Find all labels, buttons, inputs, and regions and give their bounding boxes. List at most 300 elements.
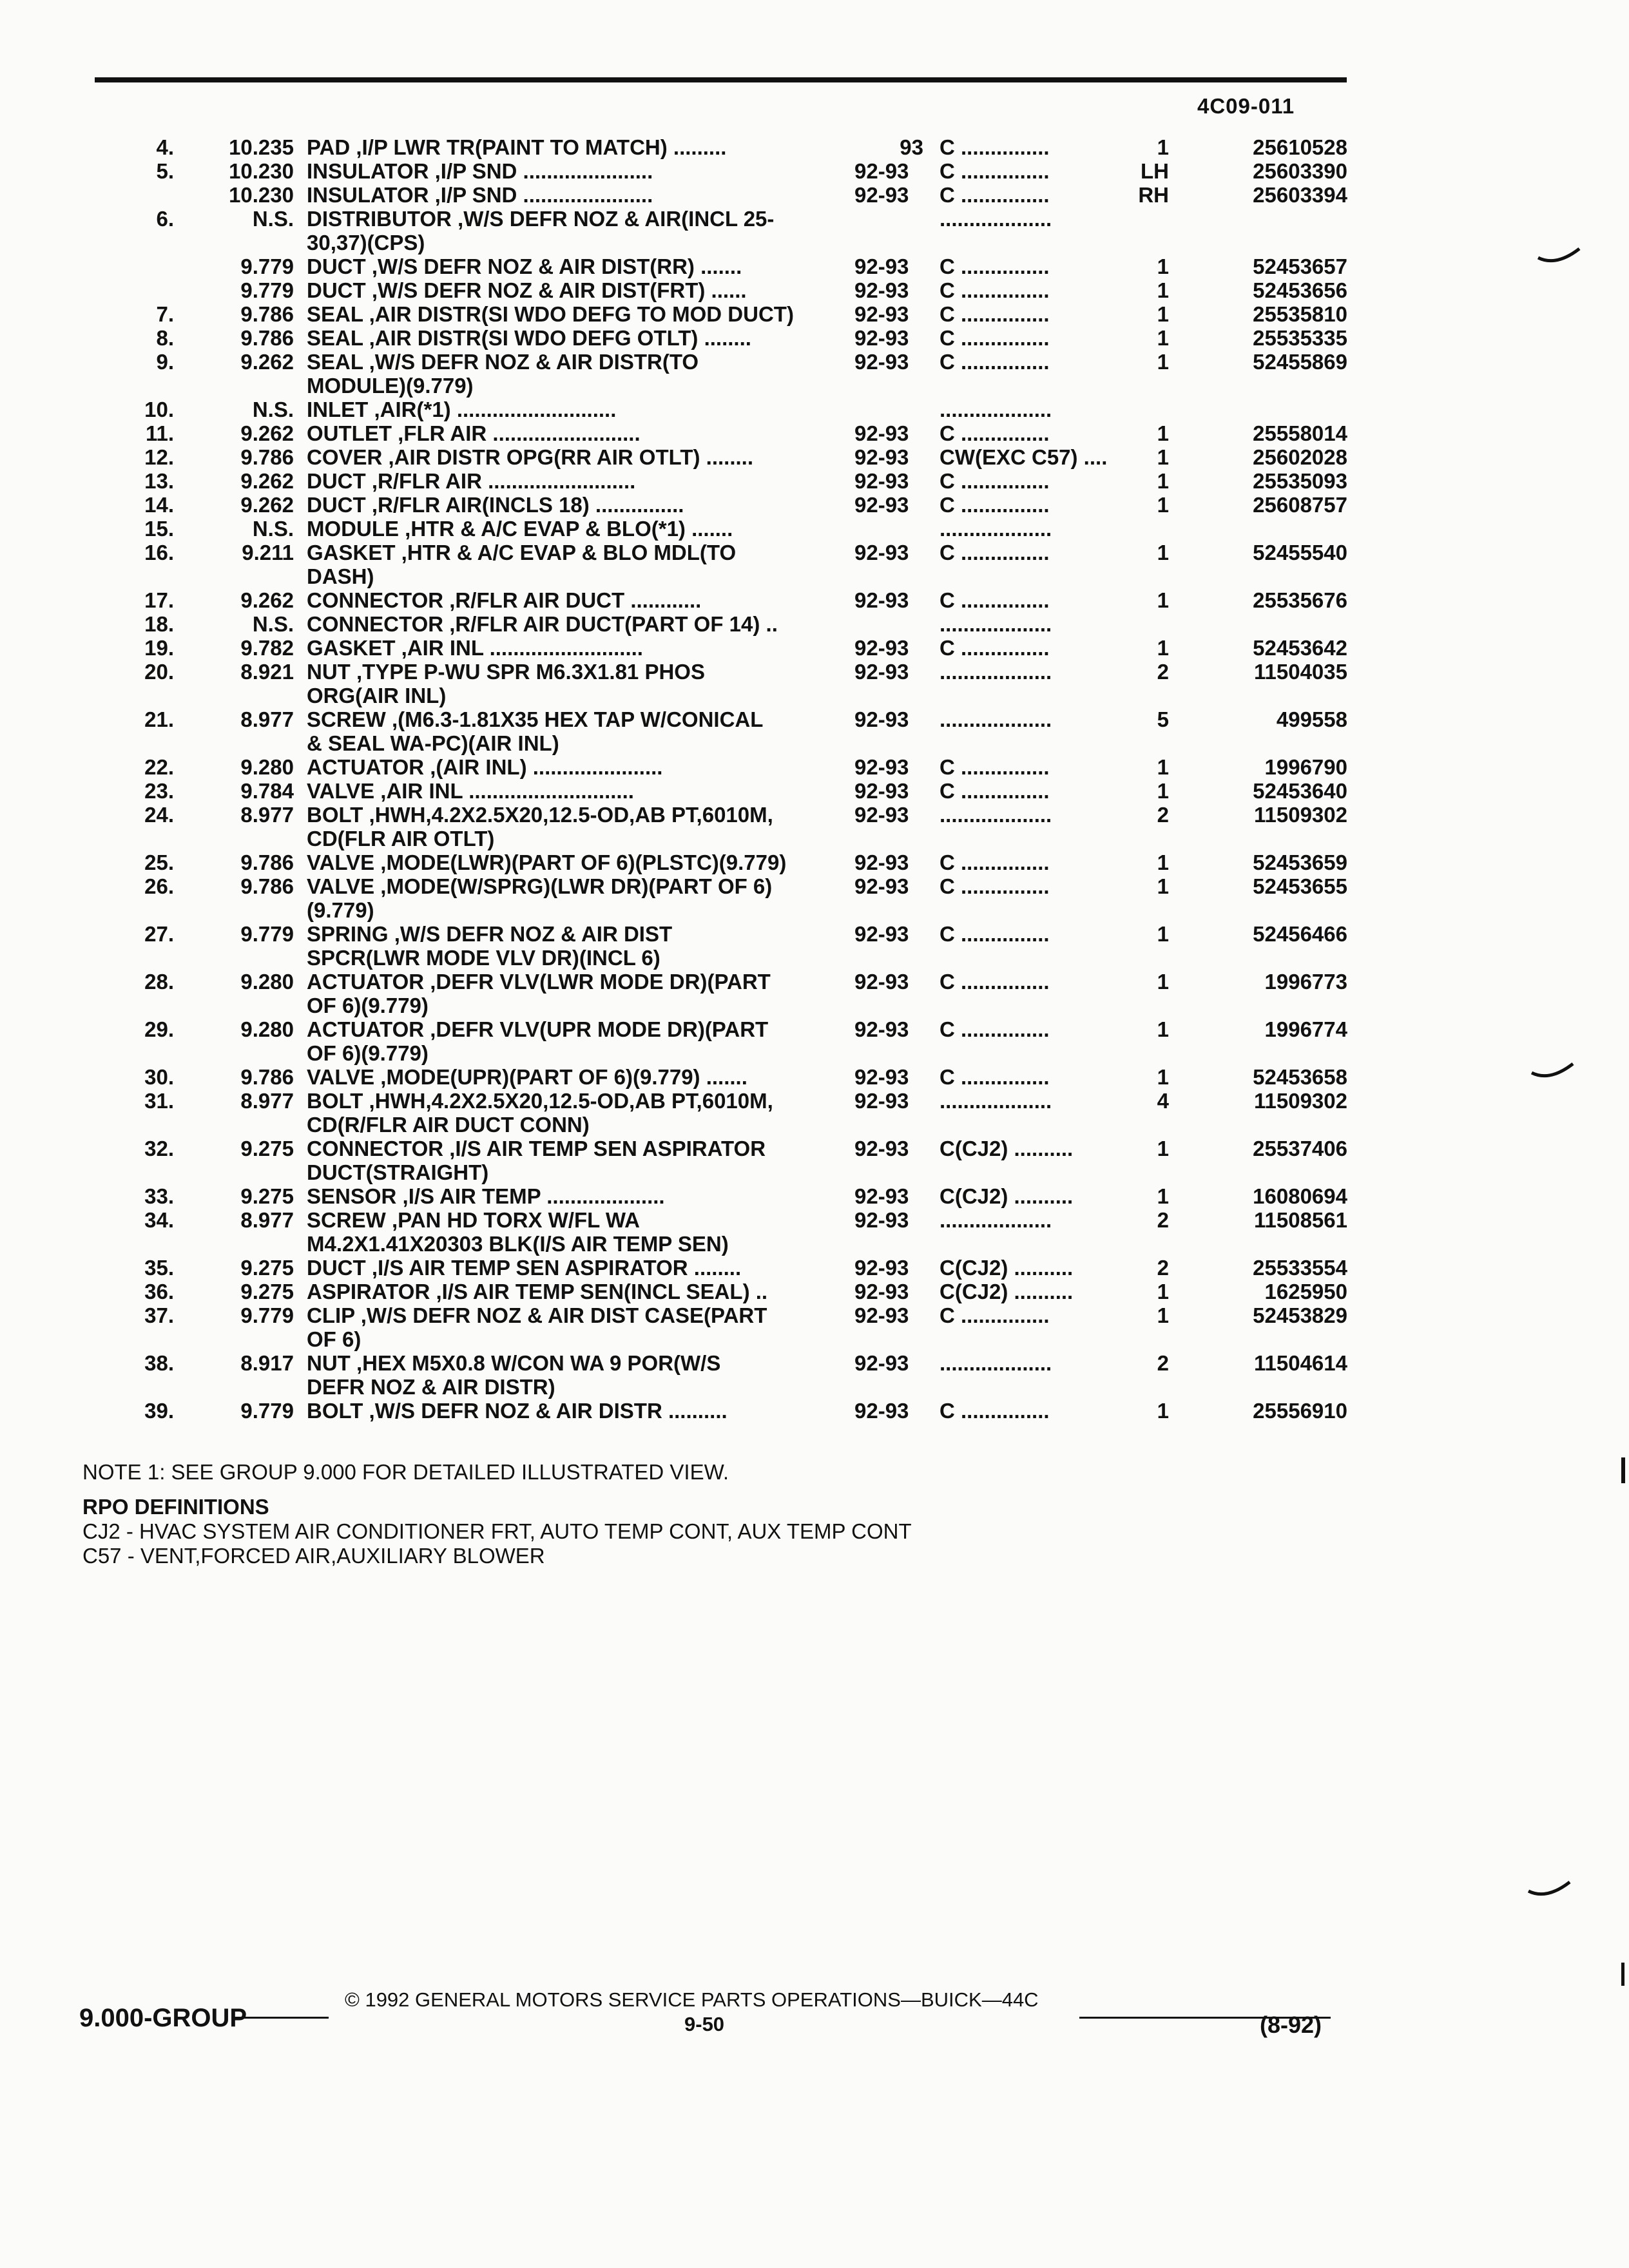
usage-code: C(CJ2) .......... <box>940 1184 1074 1208</box>
part-number: 52453657 <box>1253 255 1347 278</box>
footer-page-number: 9-50 <box>684 2013 725 2035</box>
quantity: RH <box>1138 183 1169 207</box>
part-number: 25535093 <box>1253 469 1347 493</box>
item-number: 8. <box>156 326 174 350</box>
part-number: 11509302 <box>1253 1089 1347 1113</box>
usage-code: C ............... <box>940 636 1050 660</box>
part-description: DUCT(STRAIGHT) <box>307 1160 489 1184</box>
group-number: 9.786 <box>240 445 294 469</box>
group-number: 8.977 <box>240 1089 294 1113</box>
quantity: 1 <box>1157 255 1169 278</box>
item-number: 15. <box>144 517 174 541</box>
model-years: 92-93 <box>854 636 909 660</box>
part-row <box>0 326 1629 350</box>
item-number: 7. <box>156 302 174 326</box>
item-number: 32. <box>144 1137 174 1160</box>
model-years: 92-93 <box>854 183 909 207</box>
part-row <box>0 779 1629 803</box>
edge-mark <box>1621 1457 1625 1483</box>
quantity: 1 <box>1157 755 1169 779</box>
group-number: 10.230 <box>229 159 294 183</box>
part-description: ACTUATOR ,DEFR VLV(UPR MODE DR)(PART <box>307 1017 769 1041</box>
part-description: DUCT ,I/S AIR TEMP SEN ASPIRATOR ........ <box>307 1256 742 1280</box>
item-number: 39. <box>144 1399 174 1423</box>
part-description: CONNECTOR ,I/S AIR TEMP SEN ASPIRATOR <box>307 1137 766 1160</box>
usage-code: C ............... <box>940 135 1050 159</box>
part-row <box>0 1399 1629 1423</box>
part-description: CD(R/FLR AIR DUCT CONN) <box>307 1113 590 1137</box>
part-row <box>0 183 1629 207</box>
part-description: SCREW ,(M6.3-1.81X35 HEX TAP W/CONICAL <box>307 707 764 731</box>
footer-copyright: © 1992 GENERAL MOTORS SERVICE PARTS OPERATIONS—BUICK—44C <box>345 1988 1039 2011</box>
model-years: 92-93 <box>854 1065 909 1089</box>
item-number: 13. <box>144 469 174 493</box>
usage-code: C(CJ2) .......... <box>940 1280 1074 1303</box>
model-years: 92-93 <box>854 326 909 350</box>
model-years: 92-93 <box>854 1303 909 1327</box>
part-description: 30,37)(CPS) <box>307 231 425 255</box>
quantity: 2 <box>1157 803 1169 827</box>
part-number: 11504614 <box>1253 1351 1347 1375</box>
group-number: N.S. <box>252 207 294 231</box>
item-number: 35. <box>144 1256 174 1280</box>
part-description: VALVE ,MODE(W/SPRG)(LWR DR)(PART OF 6) <box>307 874 773 898</box>
part-number: 499558 <box>1276 707 1347 731</box>
usage-code: ................... <box>940 612 1052 636</box>
quantity: 1 <box>1157 874 1169 898</box>
part-number: 16080694 <box>1253 1184 1347 1208</box>
model-years: 92-93 <box>854 1137 909 1160</box>
group-number: 9.262 <box>240 493 294 517</box>
part-row <box>0 588 1629 612</box>
part-row <box>0 517 1629 541</box>
part-row <box>0 445 1629 469</box>
part-row <box>0 1256 1629 1280</box>
part-number: 52453658 <box>1253 1065 1347 1089</box>
edge-mark <box>1621 1963 1624 1986</box>
part-description: INSULATOR ,I/P SND ...................... <box>307 183 653 207</box>
quantity: 1 <box>1157 302 1169 326</box>
model-years: 92-93 <box>854 1089 909 1113</box>
model-years: 92-93 <box>854 803 909 827</box>
part-description: OF 6)(9.779) <box>307 994 429 1017</box>
rpo-definition: C57 - VENT,FORCED AIR,AUXILIARY BLOWER <box>82 1544 545 1568</box>
model-years: 92-93 <box>854 707 909 731</box>
model-years: 92-93 <box>854 278 909 302</box>
part-description: INLET ,AIR(*1) ........................... <box>307 398 617 421</box>
part-description: VALVE ,AIR INL ............................ <box>307 779 634 803</box>
part-description: DISTRIBUTOR ,W/S DEFR NOZ & AIR(INCL 25- <box>307 207 775 231</box>
group-number: 9.280 <box>240 1017 294 1041</box>
item-number: 33. <box>144 1184 174 1208</box>
part-row <box>0 1184 1629 1208</box>
usage-code: ................... <box>940 1351 1052 1375</box>
group-number: 9.786 <box>240 874 294 898</box>
quantity: 2 <box>1157 660 1169 684</box>
quantity: 1 <box>1157 135 1169 159</box>
part-row <box>0 493 1629 517</box>
quantity: 1 <box>1157 326 1169 350</box>
part-description: SCREW ,PAN HD TORX W/FL WA <box>307 1208 640 1232</box>
usage-code: C ............... <box>940 970 1050 994</box>
group-number: 9.779 <box>240 255 294 278</box>
group-number: N.S. <box>252 517 294 541</box>
group-number: 8.977 <box>240 1208 294 1232</box>
part-description: SPRING ,W/S DEFR NOZ & AIR DIST <box>307 922 673 946</box>
usage-code: ................... <box>940 660 1052 684</box>
part-description: BOLT ,HWH,4.2X2.5X20,12.5-OD,AB PT,6010M, <box>307 803 773 827</box>
part-description: ACTUATOR ,DEFR VLV(LWR MODE DR)(PART <box>307 970 771 994</box>
usage-code: C(CJ2) .......... <box>940 1256 1074 1280</box>
part-number: 25537406 <box>1253 1137 1347 1160</box>
group-number: 9.786 <box>240 850 294 874</box>
binding-mark <box>1530 1060 1576 1086</box>
part-description: DUCT ,R/FLR AIR ......................... <box>307 469 636 493</box>
group-number: 9.275 <box>240 1137 294 1160</box>
quantity: 1 <box>1157 1280 1169 1303</box>
page-code: 4C09-011 <box>1197 94 1295 118</box>
group-number: N.S. <box>252 398 294 421</box>
part-description: VALVE ,MODE(UPR)(PART OF 6)(9.779) ....... <box>307 1065 747 1089</box>
notes-section <box>82 1460 912 1568</box>
part-description: COVER ,AIR DISTR OPG(RR AIR OTLT) ........ <box>307 445 753 469</box>
model-years: 92-93 <box>854 874 909 898</box>
item-number: 16. <box>144 541 174 564</box>
model-years: 92-93 <box>854 922 909 946</box>
quantity: 1 <box>1157 278 1169 302</box>
part-description: BOLT ,W/S DEFR NOZ & AIR DISTR .......... <box>307 1399 728 1423</box>
item-number: 17. <box>144 588 174 612</box>
part-row <box>0 707 1629 755</box>
group-number: 9.262 <box>240 469 294 493</box>
part-number: 25602028 <box>1253 445 1347 469</box>
part-description: VALVE ,MODE(LWR)(PART OF 6)(PLSTC)(9.779) <box>307 850 787 874</box>
part-description: SEAL ,AIR DISTR(SI WDO DEFG OTLT) ........ <box>307 326 751 350</box>
part-row <box>0 1137 1629 1184</box>
usage-code: ................... <box>940 707 1052 731</box>
footer-date: (8-92) <box>1260 2012 1322 2038</box>
group-number: 9.779 <box>240 278 294 302</box>
part-number: 25608757 <box>1253 493 1347 517</box>
model-years: 92-93 <box>854 159 909 183</box>
part-number: 25603394 <box>1253 183 1347 207</box>
part-row <box>0 803 1629 850</box>
item-number: 37. <box>144 1303 174 1327</box>
part-number: 52455869 <box>1253 350 1347 374</box>
usage-code: C ............... <box>940 850 1050 874</box>
group-number: 10.235 <box>229 135 294 159</box>
part-number: 11504035 <box>1253 660 1347 684</box>
quantity: 1 <box>1157 350 1169 374</box>
part-row <box>0 278 1629 302</box>
part-row <box>0 207 1629 255</box>
part-row <box>0 922 1629 970</box>
item-number: 6. <box>156 207 174 231</box>
part-number: 52453829 <box>1253 1303 1347 1327</box>
item-number: 27. <box>144 922 174 946</box>
part-row <box>0 1280 1629 1303</box>
usage-code: ................... <box>940 207 1052 231</box>
part-description: & SEAL WA-PC)(AIR INL) <box>307 731 559 755</box>
group-number: 9.275 <box>240 1184 294 1208</box>
part-number: 25535335 <box>1253 326 1347 350</box>
item-number: 29. <box>144 1017 174 1041</box>
model-years: 92-93 <box>854 445 909 469</box>
group-number: 8.917 <box>240 1351 294 1375</box>
item-number: 14. <box>144 493 174 517</box>
item-number: 26. <box>144 874 174 898</box>
model-years: 92-93 <box>854 755 909 779</box>
item-number: 23. <box>144 779 174 803</box>
quantity: 1 <box>1157 445 1169 469</box>
part-description: SPCR(LWR MODE VLV DR)(INCL 6) <box>307 946 660 970</box>
usage-code: C ............... <box>940 755 1050 779</box>
group-number: 9.262 <box>240 421 294 445</box>
group-number: 8.977 <box>240 803 294 827</box>
usage-code: C(CJ2) .......... <box>940 1137 1074 1160</box>
part-number: 52453656 <box>1253 278 1347 302</box>
model-years: 92-93 <box>854 1208 909 1232</box>
usage-code: C ............... <box>940 302 1050 326</box>
part-row <box>0 255 1629 278</box>
part-description: DUCT ,W/S DEFR NOZ & AIR DIST(RR) ....... <box>307 255 742 278</box>
group-number: 9.779 <box>240 1303 294 1327</box>
model-years: 92-93 <box>854 1256 909 1280</box>
part-description: (9.779) <box>307 898 374 922</box>
part-row <box>0 1065 1629 1089</box>
note-1: NOTE 1: SEE GROUP 9.000 FOR DETAILED ILLUSTRATED VIEW. <box>82 1460 729 1484</box>
part-row <box>0 874 1629 922</box>
part-description: CONNECTOR ,R/FLR AIR DUCT ............ <box>307 588 702 612</box>
part-description: INSULATOR ,I/P SND ...................... <box>307 159 653 183</box>
usage-code: CW(EXC C57) .... <box>940 445 1108 469</box>
part-number: 25533554 <box>1253 1256 1347 1280</box>
part-description: OUTLET ,FLR AIR ......................... <box>307 421 641 445</box>
part-row <box>0 469 1629 493</box>
part-number: 52456466 <box>1253 922 1347 946</box>
part-description: GASKET ,AIR INL .......................... <box>307 636 643 660</box>
usage-code: C ............... <box>940 493 1050 517</box>
group-number: 9.275 <box>240 1280 294 1303</box>
usage-code: C ............... <box>940 183 1050 207</box>
part-row <box>0 1089 1629 1137</box>
quantity: 1 <box>1157 1017 1169 1041</box>
item-number: 36. <box>144 1280 174 1303</box>
part-description: NUT ,HEX M5X0.8 W/CON WA 9 POR(W/S <box>307 1351 721 1375</box>
item-number: 21. <box>144 707 174 731</box>
quantity: 1 <box>1157 850 1169 874</box>
part-number: 1996790 <box>1264 755 1347 779</box>
model-years: 92-93 <box>854 493 909 517</box>
group-number: 9.782 <box>240 636 294 660</box>
model-years: 92-93 <box>854 350 909 374</box>
model-years: 92-93 <box>854 779 909 803</box>
part-number: 25558014 <box>1253 421 1347 445</box>
part-description: DEFR NOZ & AIR DISTR) <box>307 1375 555 1399</box>
group-number: 9.779 <box>240 1399 294 1423</box>
part-description: MODULE ,HTR & A/C EVAP & BLO(*1) ....... <box>307 517 733 541</box>
usage-code: C ............... <box>940 1065 1050 1089</box>
model-years: 92-93 <box>854 541 909 564</box>
model-years: 92-93 <box>854 970 909 994</box>
part-row <box>0 350 1629 398</box>
group-number: 8.977 <box>240 707 294 731</box>
item-number: 5. <box>156 159 174 183</box>
part-row <box>0 421 1629 445</box>
rpo-definition: CJ2 - HVAC SYSTEM AIR CONDITIONER FRT, AUTO TEMP CONT, AUX TEMP CONT <box>82 1519 912 1543</box>
part-description: SEAL ,AIR DISTR(SI WDO DEFG TO MOD DUCT) <box>307 302 794 326</box>
part-number: 11508561 <box>1253 1208 1347 1232</box>
usage-code: C ............... <box>940 350 1050 374</box>
usage-code: C ............... <box>940 922 1050 946</box>
binding-mark <box>1527 1878 1572 1904</box>
group-number: 9.784 <box>240 779 294 803</box>
usage-code: C ............... <box>940 278 1050 302</box>
group-number: 9.280 <box>240 970 294 994</box>
part-description: SENSOR ,I/S AIR TEMP .................... <box>307 1184 665 1208</box>
part-number: 1996773 <box>1264 970 1347 994</box>
part-number: 25610528 <box>1253 135 1347 159</box>
usage-code: C ............... <box>940 588 1050 612</box>
part-description: PAD ,I/P LWR TR(PAINT TO MATCH) ......... <box>307 135 727 159</box>
quantity: 1 <box>1157 421 1169 445</box>
quantity: 1 <box>1157 970 1169 994</box>
quantity: 1 <box>1157 1137 1169 1160</box>
quantity: 1 <box>1157 1399 1169 1423</box>
group-number: 9.280 <box>240 755 294 779</box>
group-number: 10.230 <box>229 183 294 207</box>
part-row <box>0 159 1629 183</box>
item-number: 12. <box>144 445 174 469</box>
quantity: 1 <box>1157 1065 1169 1089</box>
part-number: 25535810 <box>1253 302 1347 326</box>
part-row <box>0 1208 1629 1256</box>
part-row <box>0 302 1629 326</box>
usage-code: C ............... <box>940 255 1050 278</box>
usage-code: C ............... <box>940 421 1050 445</box>
usage-code: C ............... <box>940 541 1050 564</box>
usage-code: C ............... <box>940 1017 1050 1041</box>
quantity: 1 <box>1157 541 1169 564</box>
part-description: GASKET ,HTR & A/C EVAP & BLO MDL(TO <box>307 541 737 564</box>
group-number: 9.262 <box>240 588 294 612</box>
part-description: ACTUATOR ,(AIR INL) ...................... <box>307 755 663 779</box>
part-row <box>0 135 1629 159</box>
item-number: 30. <box>144 1065 174 1089</box>
model-years: 93 <box>900 135 923 159</box>
item-number: 10. <box>144 398 174 421</box>
part-number: 25535676 <box>1253 588 1347 612</box>
group-number: N.S. <box>252 612 294 636</box>
part-description: DUCT ,R/FLR AIR(INCLS 18) ............... <box>307 493 684 517</box>
top-rule <box>95 77 1347 82</box>
model-years: 92-93 <box>854 588 909 612</box>
item-number: 20. <box>144 660 174 684</box>
item-number: 9. <box>156 350 174 374</box>
item-number: 4. <box>156 135 174 159</box>
group-number: 9.211 <box>242 541 294 564</box>
rpo-definitions-title: RPO DEFINITIONS <box>82 1495 269 1519</box>
part-number: 52453659 <box>1253 850 1347 874</box>
part-number: 1625950 <box>1264 1280 1347 1303</box>
part-description: ORG(AIR INL) <box>307 684 447 707</box>
part-number: 11509302 <box>1253 803 1347 827</box>
model-years: 92-93 <box>854 421 909 445</box>
usage-code: ................... <box>940 398 1052 421</box>
part-row <box>0 541 1629 588</box>
quantity: 1 <box>1157 588 1169 612</box>
part-number: 25603390 <box>1253 159 1347 183</box>
part-description: MODULE)(9.779) <box>307 374 474 398</box>
quantity: 2 <box>1157 1208 1169 1232</box>
part-description: NUT ,TYPE P-WU SPR M6.3X1.81 PHOS <box>307 660 705 684</box>
group-number: 9.779 <box>240 922 294 946</box>
part-description: BOLT ,HWH,4.2X2.5X20,12.5-OD,AB PT,6010M, <box>307 1089 773 1113</box>
part-row <box>0 1351 1629 1399</box>
part-row <box>0 398 1629 421</box>
item-number: 22. <box>144 755 174 779</box>
part-description: DASH) <box>307 564 374 588</box>
item-number: 24. <box>144 803 174 827</box>
quantity: 1 <box>1157 636 1169 660</box>
part-row <box>0 612 1629 636</box>
quantity: 1 <box>1157 493 1169 517</box>
usage-code: C ............... <box>940 874 1050 898</box>
part-row <box>0 636 1629 660</box>
part-number: 52453642 <box>1253 636 1347 660</box>
part-row <box>0 755 1629 779</box>
quantity: 1 <box>1157 1303 1169 1327</box>
usage-code: C ............... <box>940 779 1050 803</box>
quantity: 2 <box>1157 1256 1169 1280</box>
usage-code: C ............... <box>940 1303 1050 1327</box>
usage-code: ................... <box>940 517 1052 541</box>
quantity: 1 <box>1157 779 1169 803</box>
part-row <box>0 660 1629 707</box>
quantity: 4 <box>1157 1089 1169 1113</box>
part-row <box>0 850 1629 874</box>
item-number: 18. <box>144 612 174 636</box>
part-description: SEAL ,W/S DEFR NOZ & AIR DISTR(TO <box>307 350 699 374</box>
model-years: 92-93 <box>854 302 909 326</box>
quantity: 1 <box>1157 469 1169 493</box>
part-number: 52455540 <box>1253 541 1347 564</box>
usage-code: C ............... <box>940 1399 1050 1423</box>
group-number: 8.921 <box>240 660 294 684</box>
binding-mark <box>1537 245 1582 271</box>
footer-group: 9.000-GROUP <box>79 2004 247 2032</box>
item-number: 38. <box>144 1351 174 1375</box>
item-number: 11. <box>145 421 174 445</box>
quantity: 1 <box>1157 1184 1169 1208</box>
part-description: CONNECTOR ,R/FLR AIR DUCT(PART OF 14) .. <box>307 612 778 636</box>
quantity: 1 <box>1157 922 1169 946</box>
model-years: 92-93 <box>854 1399 909 1423</box>
part-description: CLIP ,W/S DEFR NOZ & AIR DIST CASE(PART <box>307 1303 767 1327</box>
group-number: 9.275 <box>240 1256 294 1280</box>
part-description: DUCT ,W/S DEFR NOZ & AIR DIST(FRT) ...... <box>307 278 747 302</box>
quantity: 5 <box>1157 707 1169 731</box>
usage-code: C ............... <box>940 159 1050 183</box>
part-description: OF 6)(9.779) <box>307 1041 429 1065</box>
part-number: 25556910 <box>1253 1399 1347 1423</box>
usage-code: ................... <box>940 1089 1052 1113</box>
model-years: 92-93 <box>854 660 909 684</box>
model-years: 92-93 <box>854 255 909 278</box>
part-row <box>0 970 1629 1017</box>
group-number: 9.786 <box>240 326 294 350</box>
part-number: 52453640 <box>1253 779 1347 803</box>
